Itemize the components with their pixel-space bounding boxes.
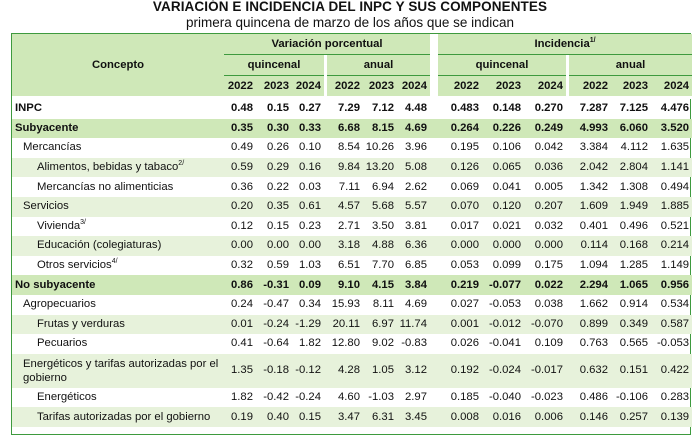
cell-value: 4.57 (327, 197, 363, 217)
cell-value: 3.84 (397, 275, 430, 295)
cell-value: 0.168 (611, 236, 651, 256)
cell-value: 0.214 (651, 236, 692, 256)
cell-value: 0.40 (256, 407, 292, 427)
cell-value: 0.30 (256, 119, 292, 139)
cell-value: 0.494 (660, 180, 690, 193)
cell-value: 0.29 (256, 158, 292, 178)
cell-value: 3.81 (405, 219, 427, 232)
cell-value: 0.587 (651, 315, 692, 335)
cell-value: 0.59 (267, 259, 289, 272)
cell-value: -0.12 (292, 354, 324, 388)
cell-value: 0.00 (292, 236, 324, 256)
cell-value: 0.032 (534, 219, 563, 232)
cell-value: 15.93 (331, 298, 360, 311)
cell-value: 1.82 (231, 391, 253, 404)
table-row (12, 158, 692, 178)
cell-value: -0.24 (295, 391, 321, 404)
header-incidencia: Incidencia$^{1/}$ (438, 34, 692, 55)
cell-value: 1.635 (660, 141, 690, 154)
cell-value: 0.41 (231, 337, 253, 350)
cell-value: 0.956 (651, 275, 692, 295)
cell-value: 0.521 (660, 219, 690, 232)
cell-value: 0.026 (450, 337, 479, 350)
cell-value: 0.35 (224, 119, 256, 139)
year-inc-quincenal-2024: 2024 (524, 76, 566, 97)
cell-value: 0.219 (438, 275, 482, 295)
cell-value: 3.50 (372, 219, 394, 232)
cell-value: 0.106 (492, 141, 521, 154)
cell-value: 6.68 (327, 119, 363, 139)
cell-value: 0.10 (299, 141, 321, 154)
table-row (12, 217, 692, 237)
footnote-ref: 2/ (178, 160, 185, 168)
cell-value: 4.28 (327, 354, 363, 388)
cell-value: 6.51 (338, 259, 360, 272)
year-var-quincenal-2024: 2024 (292, 76, 324, 97)
cell-value: 1.094 (579, 259, 608, 272)
row-label: Energéticos (37, 391, 97, 404)
row-label: Mercancías (23, 141, 82, 154)
cell-value: 4.15 (363, 275, 397, 295)
cell-value: 0.041 (492, 180, 521, 193)
cell-value: 7.29 (338, 102, 360, 115)
cell-value: 6.94 (372, 180, 394, 193)
cell-value: 0.00 (256, 236, 292, 256)
cell-value: 4.993 (569, 119, 611, 139)
cell-value: 0.000 (482, 236, 524, 256)
cell-value: 0.49 (231, 141, 253, 154)
cell-value: 0.35 (256, 197, 292, 217)
table-row (12, 177, 692, 197)
cell-value: 0.120 (482, 197, 524, 217)
cell-value: 0.33 (292, 119, 324, 139)
cell-value: 0.146 (569, 407, 611, 427)
cell-value: -1.29 (292, 315, 324, 335)
cell-value: 5.08 (397, 158, 430, 178)
cell-value: 0.192 (438, 354, 482, 388)
year-inc-quincenal-2022: 2022 (438, 76, 482, 97)
row-label: Energéticos y tarifas autorizadas por el gobierno (12, 354, 224, 388)
row-label: Otros servicios$^{4/}$ (37, 258, 118, 272)
cell-value: 6.97 (363, 315, 397, 335)
header-inc-anual: anual (569, 55, 692, 76)
row-label: Agropecuarios (23, 298, 96, 311)
cell-value: -0.47 (263, 298, 289, 311)
cell-value: 0.000 (438, 236, 482, 256)
cell-value: 6.85 (405, 259, 427, 272)
table-row (12, 295, 692, 315)
page-title: VARIACIÓN E INCIDENCIA DEL INPC Y SUS COMPONENTES (152, 0, 548, 14)
cell-value: 1.05 (363, 354, 397, 388)
cell-value: 0.09 (292, 275, 324, 295)
cell-value: 0.005 (534, 180, 563, 193)
row-label: Frutas y verduras (12, 315, 224, 335)
cell-value: 0.27 (299, 102, 321, 115)
cell-value: 0.565 (619, 337, 648, 350)
cell-value: 4.69 (405, 298, 427, 311)
table-row (12, 138, 692, 158)
cell-value: 0.036 (524, 158, 566, 178)
year-inc-anual-2023: 2023 (611, 76, 651, 97)
cell-value: 0.001 (438, 315, 482, 335)
cell-value: 3.45 (397, 407, 430, 427)
header-separator (430, 34, 438, 96)
table-row (12, 99, 692, 119)
cell-value: 1.03 (299, 259, 321, 272)
cell-value: 0.109 (534, 337, 563, 350)
cell-value: 0.264 (438, 119, 482, 139)
cell-value: 0.59 (224, 158, 256, 178)
table-row (12, 236, 692, 256)
cell-value: 0.23 (299, 219, 321, 232)
cell-value: 1.949 (611, 197, 651, 217)
row-label: Subyacente (12, 119, 224, 139)
header-var-anual: anual (327, 55, 430, 76)
cell-value: 6.060 (611, 119, 651, 139)
cell-value: 0.496 (619, 219, 648, 232)
cell-value: 0.042 (534, 141, 563, 154)
cell-value: 6.36 (397, 236, 430, 256)
cell-value: 0.03 (299, 180, 321, 193)
row-label: INPC (15, 102, 42, 115)
cell-value: 0.027 (450, 298, 479, 311)
cell-value: 0.070 (438, 197, 482, 217)
table-row (12, 388, 692, 408)
cell-value: -0.040 (488, 391, 521, 404)
cell-value: 1.82 (299, 337, 321, 350)
cell-value: 0.19 (224, 407, 256, 427)
cell-value: 1.342 (579, 180, 608, 193)
footnote-ref: 3/ (80, 219, 86, 227)
cell-value: 0.185 (450, 391, 479, 404)
cell-value: -0.012 (482, 315, 524, 335)
cell-value: 7.70 (372, 259, 394, 272)
cell-value: 1.885 (651, 197, 692, 217)
cell-value: -0.077 (482, 275, 524, 295)
cell-value: 1.065 (611, 275, 651, 295)
cell-value: 0.207 (524, 197, 566, 217)
cell-value: 3.384 (579, 141, 608, 154)
table-row (12, 256, 692, 276)
cell-value: 0.349 (611, 315, 651, 335)
cell-value: 1.141 (651, 158, 692, 178)
footnote-ref: 4/ (111, 258, 118, 266)
cell-value: -0.18 (256, 354, 292, 388)
cell-value: 0.15 (267, 219, 289, 232)
table-row (12, 197, 692, 217)
cell-value: 0.15 (267, 102, 289, 115)
year-var-anual-2023: 2023 (363, 76, 397, 97)
page-subtitle: primera quincena de marzo de los años que se indican (186, 15, 514, 30)
cell-value: 3.18 (327, 236, 363, 256)
cell-value: -0.041 (488, 337, 521, 350)
cell-value: 3.47 (327, 407, 363, 427)
row-label: Servicios (12, 197, 224, 217)
cell-value: 0.099 (492, 259, 521, 272)
cell-value: 0.486 (579, 391, 608, 404)
cell-value: 0.022 (524, 275, 566, 295)
cell-value: -0.017 (524, 354, 566, 388)
cell-value: 0.899 (569, 315, 611, 335)
cell-value: 0.763 (579, 337, 608, 350)
cell-value: 11.74 (397, 315, 430, 335)
cell-value: 1.308 (619, 180, 648, 193)
cell-value: 0.01 (224, 315, 256, 335)
cell-value: 0.12 (231, 219, 253, 232)
cell-value: 0.017 (450, 219, 479, 232)
cell-value: 0.32 (231, 259, 253, 272)
cell-value: 0.148 (492, 102, 521, 115)
table-row (12, 119, 692, 139)
cell-value: 1.35 (224, 354, 256, 388)
cell-value: 0.175 (534, 259, 563, 272)
cell-value: 4.48 (405, 102, 427, 115)
cell-value: -0.053 (488, 298, 521, 311)
cell-value: 9.84 (327, 158, 363, 178)
cell-value: 8.11 (372, 298, 394, 311)
cell-value: 0.422 (651, 354, 692, 388)
cell-value: 0.151 (611, 354, 651, 388)
cell-value: 9.10 (327, 275, 363, 295)
cell-value: -0.64 (263, 337, 289, 350)
table-row (12, 334, 692, 354)
cell-value: 7.11 (338, 180, 360, 193)
cell-value: 0.226 (482, 119, 524, 139)
row-label: No subyacente (12, 275, 224, 295)
cell-value: 1.285 (619, 259, 648, 272)
cell-value: 8.15 (363, 119, 397, 139)
cell-value: 7.287 (579, 102, 608, 115)
cell-value: 0.139 (651, 407, 692, 427)
cell-value: 0.401 (579, 219, 608, 232)
year-var-quincenal-2023: 2023 (256, 76, 292, 97)
cell-value: 7.125 (619, 102, 648, 115)
cell-value: 1.609 (569, 197, 611, 217)
cell-value: 0.195 (450, 141, 479, 154)
cell-value: 1.662 (579, 298, 608, 311)
cell-value: 0.48 (231, 102, 253, 115)
header-concepto: Concepto (12, 34, 224, 96)
cell-value: 0.065 (482, 158, 524, 178)
cell-value: -0.42 (263, 391, 289, 404)
cell-value: 0.126 (438, 158, 482, 178)
cell-value: 20.11 (327, 315, 363, 335)
cell-value: 0.914 (619, 298, 648, 311)
cell-value: 8.54 (338, 141, 360, 154)
cell-value: 4.112 (620, 141, 648, 154)
cell-value: 2.62 (405, 180, 427, 193)
year-var-anual-2024: 2024 (397, 76, 430, 97)
header-inc-quincenal: quincenal (438, 55, 566, 76)
cell-value: -0.053 (657, 337, 690, 350)
cell-value: 0.34 (299, 298, 321, 311)
cell-value: 2.71 (338, 219, 360, 232)
cell-value: 0.270 (534, 102, 563, 115)
table-row (12, 354, 692, 388)
cell-value: 4.69 (397, 119, 430, 139)
cell-value: 0.86 (224, 275, 256, 295)
cell-value: 3.12 (397, 354, 430, 388)
cell-value: 0.038 (534, 298, 563, 311)
cell-value: 13.20 (363, 158, 397, 178)
cell-value: 10.26 (365, 141, 394, 154)
cell-value: 12.80 (331, 337, 360, 350)
cell-value: 0.069 (450, 180, 479, 193)
header-variacion: Variación porcentual (224, 34, 430, 55)
cell-value: 4.88 (363, 236, 397, 256)
cell-value: 0.257 (611, 407, 651, 427)
cell-value: 0.000 (524, 236, 566, 256)
year-inc-quincenal-2023: 2023 (482, 76, 524, 97)
row-label: Educación (colegiaturas) (12, 236, 224, 256)
row-label: Pecuarios (37, 337, 88, 350)
cell-value: 1.149 (660, 259, 690, 272)
cell-value: -1.03 (368, 391, 394, 404)
row-label: Alimentos, bebidas y tabaco$^{2/}$ (12, 158, 224, 178)
cell-value: 0.36 (231, 180, 253, 193)
cell-value: 0.632 (569, 354, 611, 388)
table-row (12, 315, 692, 335)
cell-value: 4.60 (338, 391, 360, 404)
cell-value: -0.24 (256, 315, 292, 335)
cell-value: 0.22 (267, 180, 289, 193)
cell-value: 9.02 (372, 337, 394, 350)
cell-value: 0.021 (492, 219, 521, 232)
cell-value: 2.042 (569, 158, 611, 178)
cell-value: 5.68 (363, 197, 397, 217)
cell-value: 0.534 (660, 298, 690, 311)
cell-value: 0.20 (224, 197, 256, 217)
year-var-anual-2022: 2022 (327, 76, 363, 97)
cell-value: 0.483 (450, 102, 479, 115)
cell-value: -0.106 (615, 391, 648, 404)
header-var-quincenal: quincenal (224, 55, 324, 76)
cell-value: 3.96 (405, 141, 427, 154)
cell-value: 0.24 (231, 298, 253, 311)
table-row (12, 275, 692, 295)
row-label: Mercancías no alimenticias (37, 180, 174, 193)
row-label: Vivienda$^{3/}$ (37, 219, 86, 232)
cell-value: 0.16 (292, 158, 324, 178)
cell-value: -0.023 (530, 391, 563, 404)
table-row (12, 407, 692, 427)
cell-value: 7.12 (372, 102, 394, 115)
year-inc-anual-2022: 2022 (569, 76, 611, 97)
cell-value: 2.294 (569, 275, 611, 295)
cell-value: 0.00 (224, 236, 256, 256)
cell-value: -0.024 (482, 354, 524, 388)
cell-value: 3.520 (651, 119, 692, 139)
cell-value: 0.053 (450, 259, 479, 272)
cell-value: 0.61 (292, 197, 324, 217)
cell-value: 2.97 (405, 391, 427, 404)
cell-value: -0.31 (256, 275, 292, 295)
cell-value: 5.57 (397, 197, 430, 217)
year-inc-anual-2024: 2024 (651, 76, 692, 97)
cell-value: 0.249 (524, 119, 566, 139)
row-label: Tarifas autorizadas por el gobierno (12, 407, 224, 427)
cell-value: 2.804 (611, 158, 651, 178)
cell-value: 0.016 (482, 407, 524, 427)
cell-value: 0.283 (660, 391, 690, 404)
cell-value: 4.476 (660, 102, 690, 115)
cell-value: 0.15 (292, 407, 324, 427)
cell-value: -0.070 (524, 315, 566, 335)
year-var-quincenal-2022: 2022 (224, 76, 256, 97)
inpc-table (11, 33, 691, 435)
cell-value: 0.008 (438, 407, 482, 427)
cell-value: -0.83 (401, 337, 427, 350)
cell-value: 0.26 (267, 141, 289, 154)
cell-value: 0.114 (569, 236, 611, 256)
cell-value: 0.006 (524, 407, 566, 427)
cell-value: 6.31 (363, 407, 397, 427)
